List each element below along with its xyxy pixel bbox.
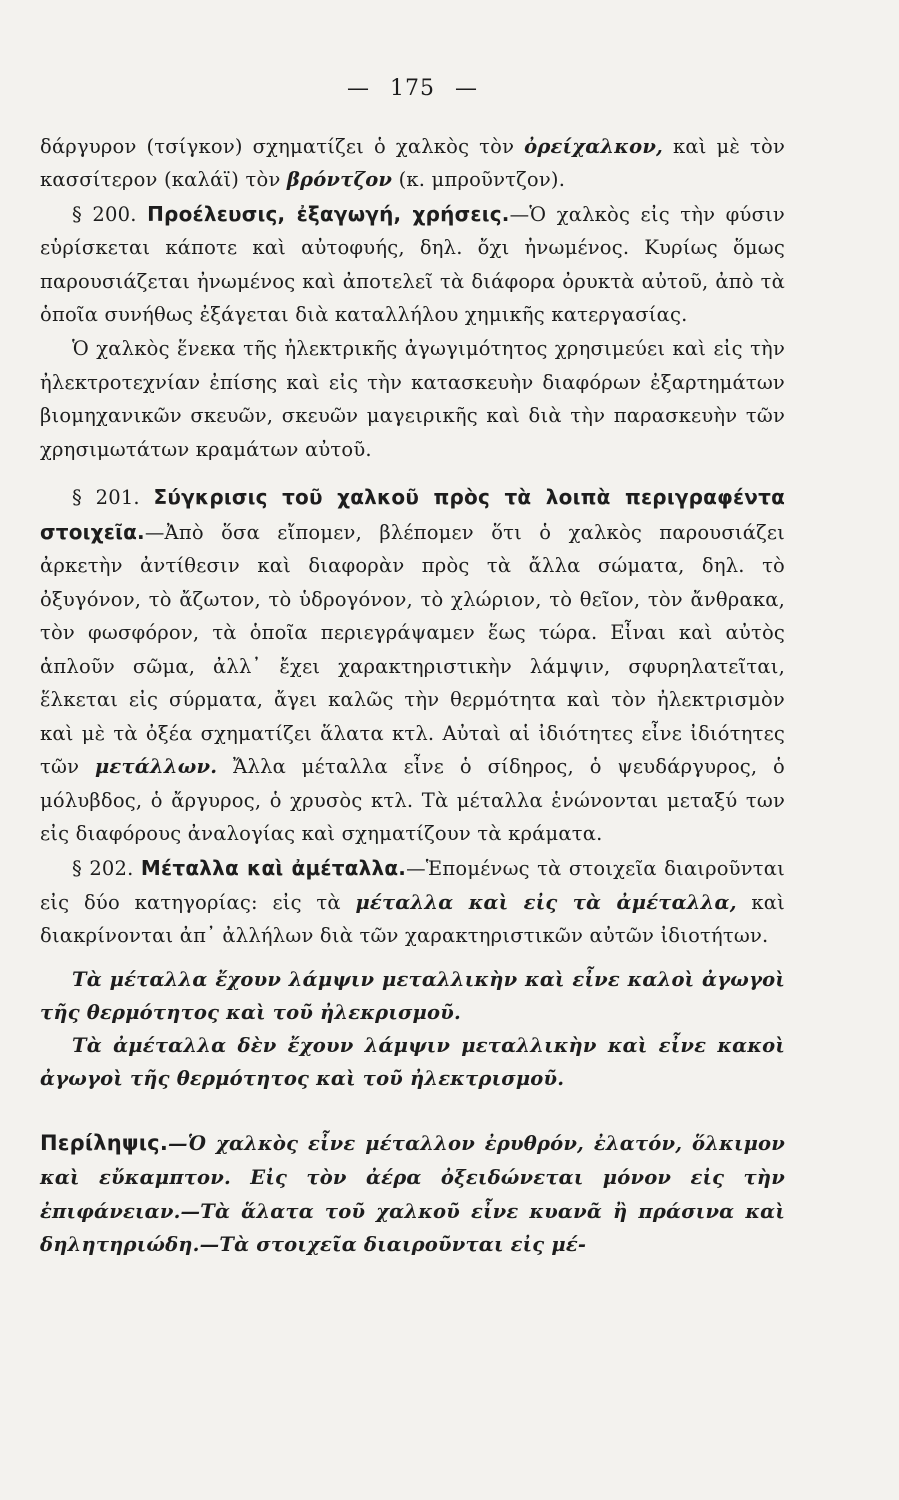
summary-title: Περίληψις. <box>40 1131 168 1156</box>
section-text: Ἄλλα μέταλλα εἶνε ὁ σίδηρος, ὁ ψευδάργυρος, ὁ μόλυβδος, ὁ ἄργυρος, ὁ χρυσὸς κτλ. Τὰ μέταλλα ἑνώνονται μεταξύ των εἰς διαφόρους ἀναλογίας καὶ σχηματίζουν τὰ κράματα. <box>40 755 785 846</box>
section-text: —Ὁ χαλκὸς εἰς τὴν φύσιν εὑρίσκεται κάποτε καὶ αὐτοφυής, δηλ. ὄχι ἠνωμένος. Κυρίως ὅμως παρουσιάζεται ἠνωμένος καὶ ἀποτελεῖ τὰ διάφορα ὀρυκτὰ αὐτοῦ, ἀπὸ τὰ ὁποῖα συνήθως ἐξάγεται διὰ καταλλήλου χημικῆς κατεργασίας. <box>40 202 785 327</box>
section-title: Προέλευσις, ἐξαγωγή, χρήσεις. <box>147 201 510 226</box>
term-bronze: βρόντζον <box>286 168 393 192</box>
term-brass: ὀρείχαλκον, <box>524 134 664 158</box>
page-number-dash-right: — <box>455 76 478 101</box>
summary <box>40 1125 785 1262</box>
paragraph-uses: Ὁ χαλκὸς ἕνεκα τῆς ἠλεκτρικῆς ἀγωγιμότητος χρησιμεύει καὶ εἰς τὴν ἠλεκτροτεχνίαν ἐπίσης καὶ εἰς τὴν κατασκευὴν διαφόρων ἐξαρτημάτων βιομηχανικῶν σκευῶν, σκευῶν μαγειρικῆς καὶ διὰ τὴν παρασκευὴν τῶν χρησιμωτάτων κραμάτων αὐτοῦ. <box>40 337 785 461</box>
section-text: καὶ διακρίνονται ἀπ᾽ ἀλλήλων διὰ τῶν χαρακτηριστικῶν αὐτῶν ἰδιοτήτων. <box>40 890 786 948</box>
text: καὶ μὲ τὸν κασσίτερον (καλάϊ) τὸν <box>40 134 785 192</box>
section-202 <box>40 851 785 953</box>
section-number: § 202. <box>72 856 134 880</box>
section-number: § 200. <box>72 202 137 226</box>
summary-text: —Ὁ χαλκὸς εἶνε μέταλλον ἐρυθρόν, ἐλατόν, ὅλκιμον καὶ εὔκαμπτον. Εἰς τὸν ἀέρα ὀξειδώνεται μόνον εἰς τὴν ἐπιφάνειαν.—Τὰ ἅλατα τοῦ χαλκοῦ εἶνε κυανᾶ ἢ πράσινα καὶ δηλητηριώδη.—Τὰ στοιχεῖα διαιροῦνται εἰς μέ- <box>40 1132 785 1257</box>
section-text: —Ἀπὸ ὅσα εἴπομεν, βλέπομεν ὅτι ὁ χαλκὸς παρουσιάζει ἀρκετὴν ἀντίθεσιν καὶ διαφορὰν πρὸς τὰ ἄλλα σώματα, δηλ. τὸ ὀξυγόνον, τὸ ἄζωτον, τὸ ὑδρογόνον, τὸ χλώριον, τὸ θεῖον, τὸν ἄνθρακα, τὸν φωσφόρον, τὰ ὁποῖα περιεγράψαμεν ἕως τώρα. Εἶναι καὶ αὐτὸς ἁπλοῦν σῶμα, ἀλλ᾽ ἔχει χαρακτηριστικὴν λάμψιν, σφυρηλατεῖται, ἕλκεται εἰς σύρματα, ἄγει καλῶς τὴν θερμότητα καὶ τὸν ἠλεκτρισμὸν καὶ μὲ τὰ ὀξέα σχηματίζει ἅλατα κτλ. Αὐταὶ αἱ ἰδιότητες εἶνε ἰδιότητες τῶν <box>40 520 785 779</box>
term-metals: μετάλλων. <box>94 755 218 779</box>
page-number-value: 175 <box>390 76 435 101</box>
section-number: § 201. <box>72 486 140 510</box>
text: δάργυρον (τσίγκον) σχηματίζει ὁ χαλκὸς τὸν <box>40 134 525 158</box>
book-page <box>40 70 785 1262</box>
text: (κ. μπροῦντζον). <box>392 168 566 192</box>
section-201 <box>40 480 785 851</box>
section-text: —Ἑπομένως τὰ στοιχεῖα διαιροῦνται εἰς δύο κατηγορίας: εἰς τὰ <box>40 856 785 914</box>
section-200 <box>40 197 785 332</box>
page-number-dash-left: — <box>347 76 370 101</box>
spacer <box>40 1095 785 1117</box>
section-title: Μέταλλα καὶ ἀμέταλλα. <box>140 855 407 880</box>
definition-metals: Τὰ μέταλλα ἔχουν λάμψιν μεταλλικὴν καὶ εἶνε καλοὶ ἀγωγοὶ τῆς θερμότητος καὶ τοῦ ἠλεκρισμοῦ. <box>40 967 785 1024</box>
term-metals-nonmetals: μέταλλα καὶ εἰς τὰ ἀμέταλλα, <box>355 890 737 914</box>
paragraph-alloys <box>40 130 785 197</box>
definition-nonmetals: Τὰ ἀμέταλλα δὲν ἔχουν λάμψιν μεταλλικὴν καὶ εἶνε κακοὶ ἀγωγοὶ τῆς θερμότητος καὶ τοῦ ἠλεκτρισμοῦ. <box>40 1033 785 1090</box>
section-title: Σύγκρισις τοῦ χαλκοῦ πρὸς τὰ λοιπὰ περιγραφέντα στοιχεῖα. <box>40 485 786 544</box>
page-number <box>40 70 785 108</box>
